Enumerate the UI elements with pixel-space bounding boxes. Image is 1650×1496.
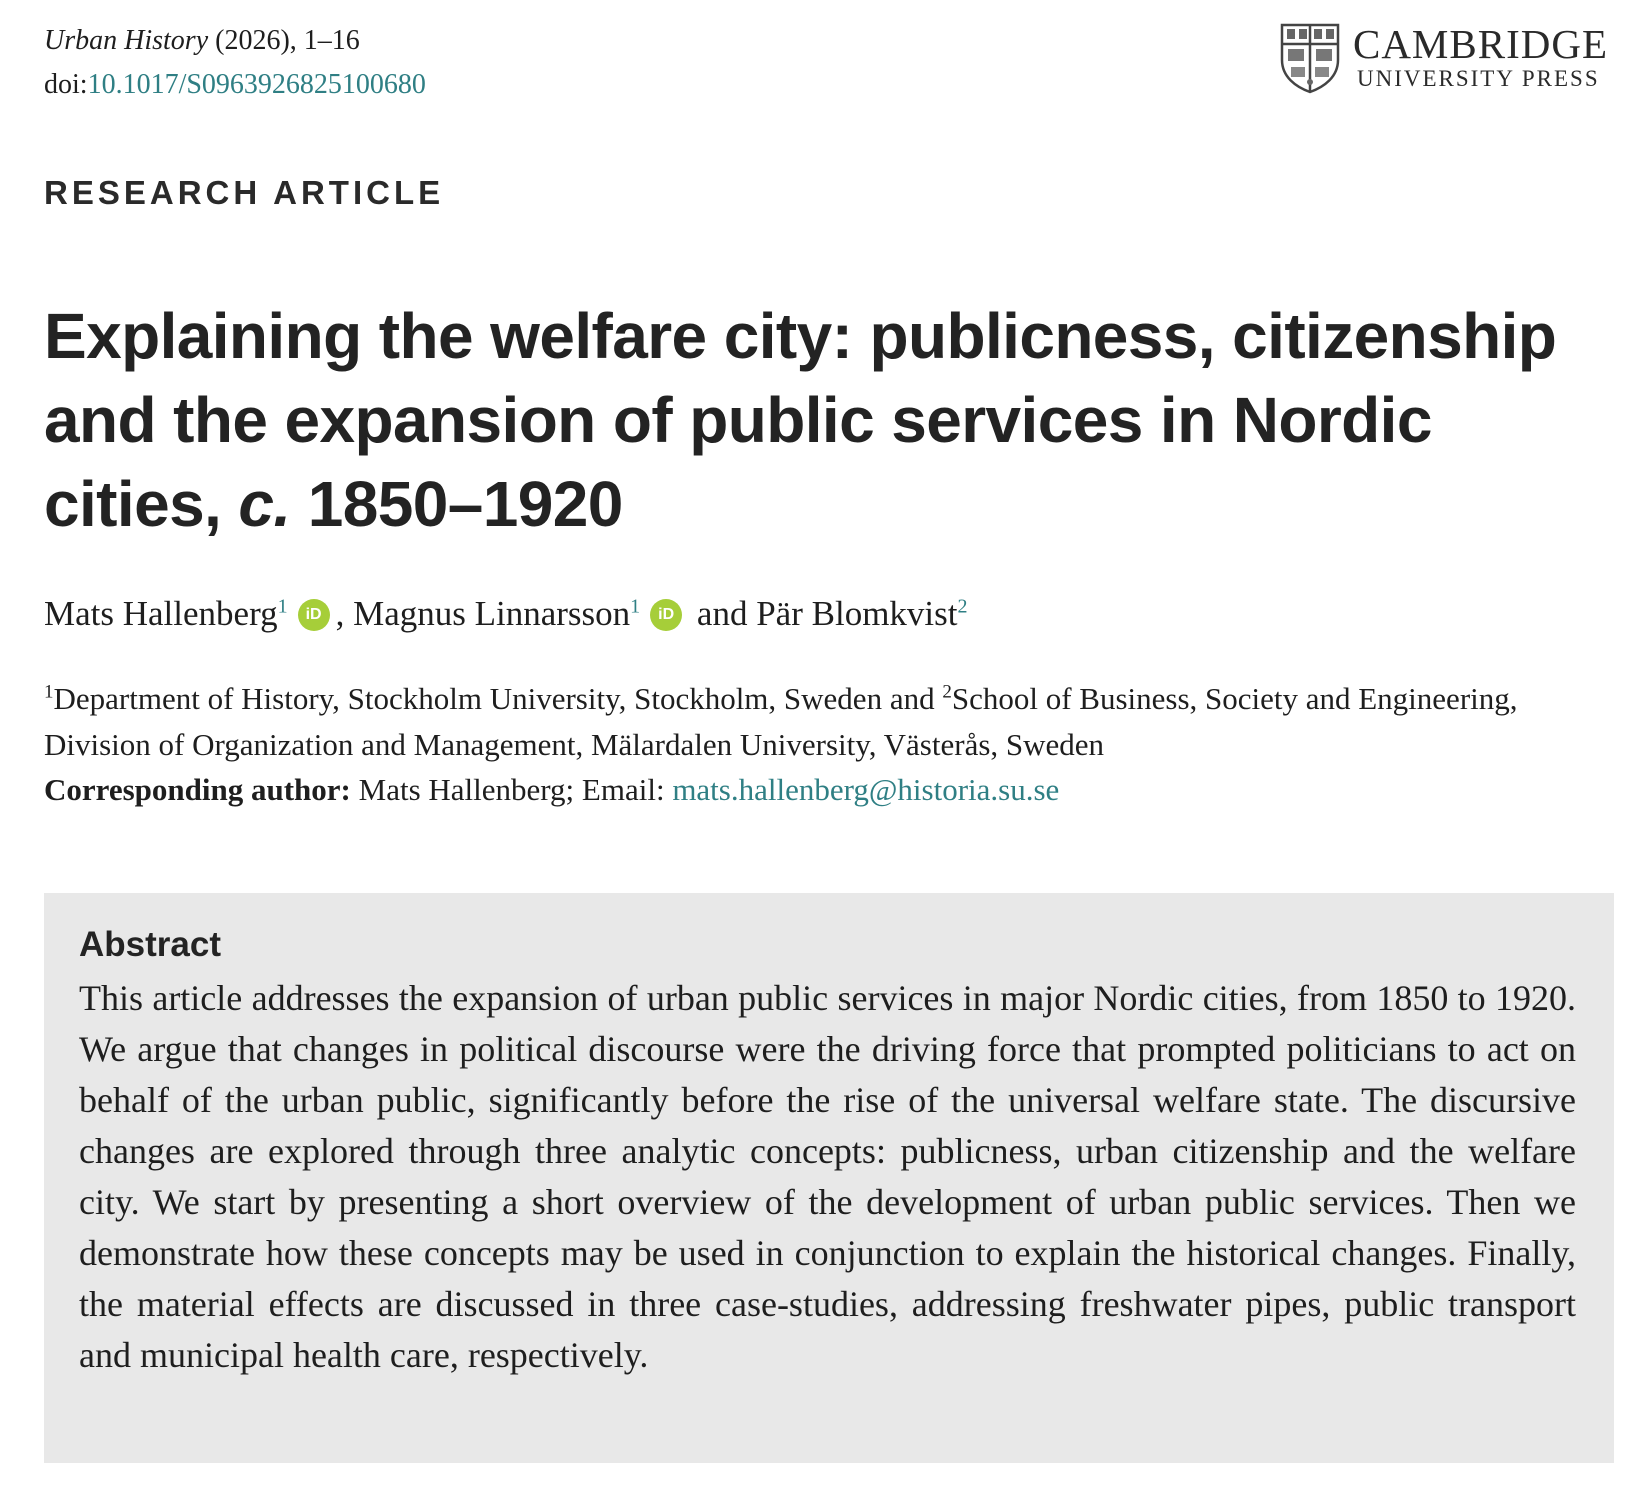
author-list: [44, 592, 968, 636]
corresponding-author: [44, 767, 1059, 813]
author-name[interactable]: Magnus Linnarsson: [353, 594, 631, 633]
author-name[interactable]: Mats Hallenberg: [44, 594, 278, 633]
doi-prefix: doi:: [44, 69, 88, 100]
publisher-name: CAMBRIDGE: [1352, 21, 1608, 67]
author-affil-ref: 2: [957, 595, 968, 618]
abstract-text: This article addresses the expansion of urban public services in major Nordic cities, from 1850 to 1920. We argue that changes in political discourse were the driving force that prompted politicians to act on behalf of the urban public, significantly before the rise of the universal welfare state. The discursive changes are explored through three analytic concepts: publicness, urban citizenship and the welfare city. We start by presenting a short overview of the development of urban public services. Then we demonstrate how these concepts may be used in conjunction to explain the historical changes. Finally, the material effects are discussed in three case-studies, addressing freshwater pipes, public transport and municipal health care, respectively.: [79, 978, 1576, 1375]
author-name[interactable]: Pär Blomkvist: [756, 594, 958, 633]
title-main: Explaining the welfare city: publicness, citizenship and the expansion of public services in Nordic cities,: [44, 300, 1557, 540]
affiliation-2: School of Business, Society and Engineering, Division of Organization and Management, Mälardalen University, Västerås, Sweden: [44, 681, 1518, 762]
crest-shield-icon: [1279, 22, 1341, 94]
article-title: [44, 294, 1619, 546]
article-type-label: RESEARCH ARTICLE: [44, 174, 445, 211]
author-separator: and: [688, 594, 757, 633]
title-circa: c.: [238, 468, 291, 540]
affiliation-1: Department of History, Stockholm University, Stockholm, Sweden and: [53, 681, 943, 716]
journal-details: (2026), 1–16: [208, 25, 360, 56]
doi-link[interactable]: 10.1017/S0963926825100680: [87, 69, 426, 100]
author-affil-ref: 1: [630, 595, 641, 618]
affiliations: [44, 676, 1619, 768]
affil-marker: 1: [44, 681, 54, 703]
author-affil-ref: 1: [277, 595, 288, 618]
abstract-heading: Abstract: [79, 925, 221, 964]
affil-marker: 2: [942, 681, 952, 703]
corresponding-text: Mats Hallenberg; Email:: [350, 772, 673, 807]
orcid-icon[interactable]: iD: [298, 599, 330, 631]
publisher-logo: [1279, 22, 1608, 96]
journal-name: Urban History: [44, 25, 209, 56]
doi-line: [44, 62, 426, 108]
corresponding-label: Corresponding author:: [44, 772, 351, 807]
author-separator: ,: [335, 594, 354, 633]
journal-citation: [44, 18, 360, 64]
email-link[interactable]: mats.hallenberg@historia.su.se: [672, 772, 1060, 807]
publisher-subtitle: UNIVERSITY PRESS: [1356, 66, 1600, 91]
title-years: 1850–1920: [290, 468, 623, 540]
abstract-box: [44, 893, 1614, 1463]
orcid-icon[interactable]: iD: [650, 599, 682, 631]
